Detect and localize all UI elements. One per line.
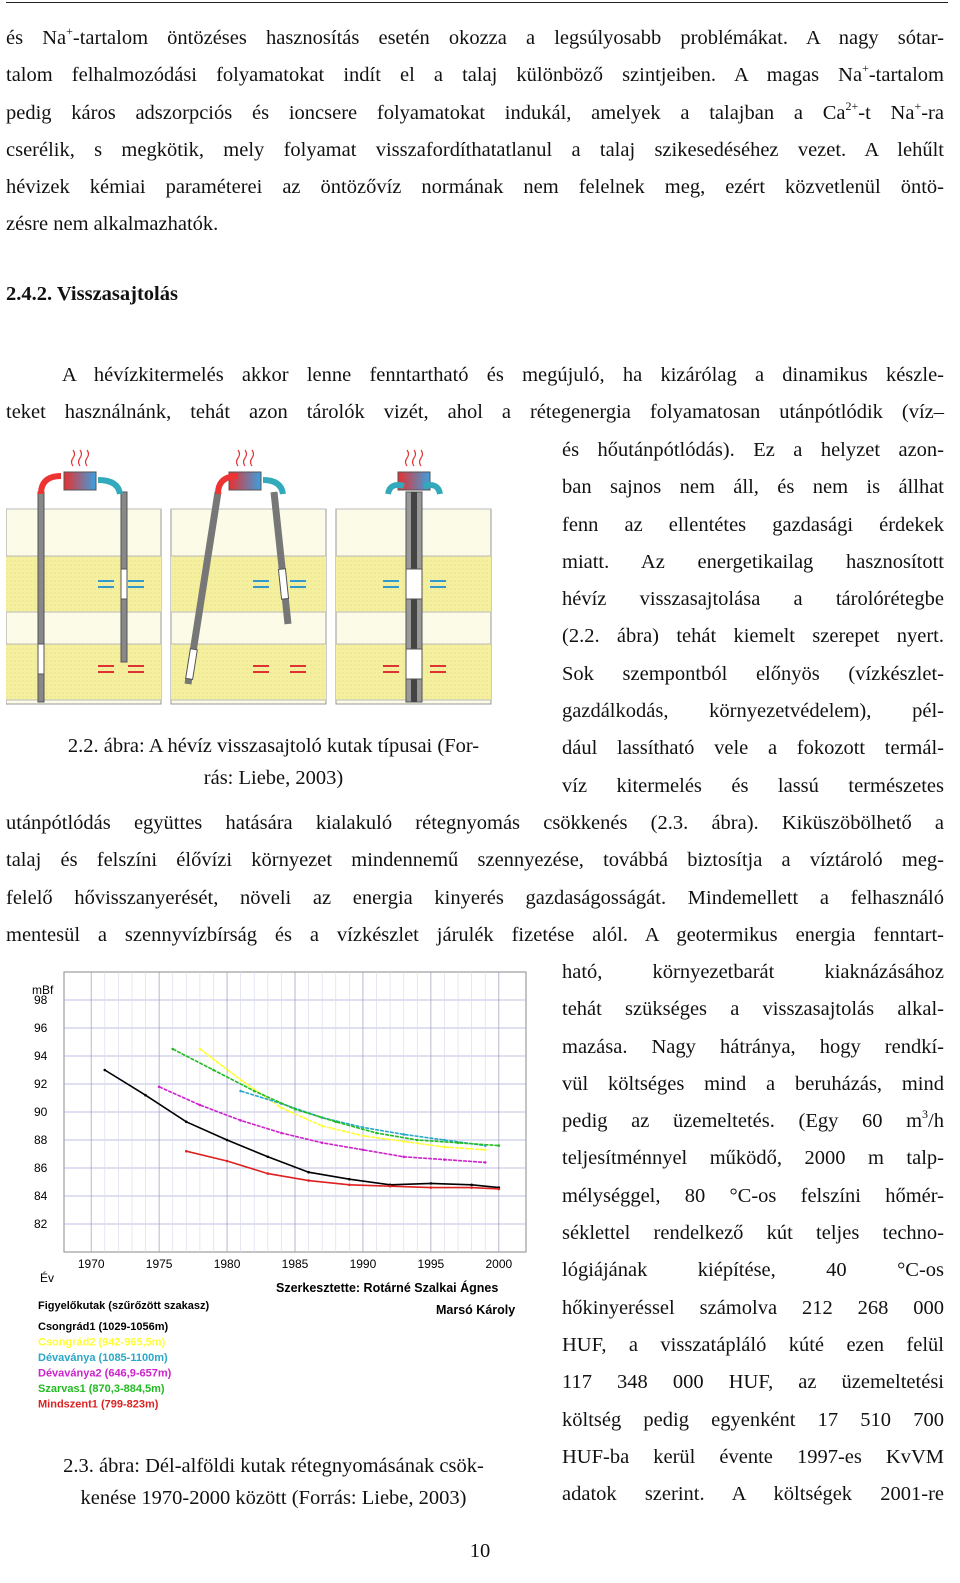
cold-flow-arrow [98, 480, 120, 494]
figure-caption-2-3: 2.3. ábra: Dél-alföldi kutak rétegnyomásának csök- kenése 1970-2000 között (Forrás: Liebe, 2003) [63, 1455, 484, 1509]
legend-entry-1: Csongrád1 (1029-1056m) [38, 1321, 169, 1333]
top-rule [6, 2, 948, 3]
aquifer-upper-1 [6, 556, 161, 612]
well-screen [38, 644, 44, 674]
data-point [185, 1150, 188, 1153]
data-point [321, 1125, 324, 1128]
data-point [307, 1171, 310, 1174]
well-screen [406, 649, 422, 679]
data-point [443, 1139, 446, 1142]
data-point [144, 1094, 147, 1097]
data-point [321, 1142, 324, 1145]
figure-caption-2-2: 2.2. ábra: A hévíz visszasajtoló kutak típusai (For- rás: Liebe, 2003) [67, 735, 480, 789]
data-point [226, 1139, 229, 1142]
steam-icon [237, 450, 240, 466]
para2: A hévízkitermelés akkor lenne fenntartható és megújuló, ha kizárólag a dinamikus készle- teket használnánk, tehát azon tárolók vizét, ahol a rétegenergia folyamatosan utánpótlódik (víz– [6, 364, 944, 424]
steam-icon [86, 450, 89, 466]
y-tick-label: 98 [34, 993, 48, 1007]
x-tick-label: 1995 [417, 1257, 445, 1271]
data-point [239, 1079, 242, 1082]
y-tick-label: 96 [34, 1021, 48, 1035]
data-point [267, 1172, 270, 1175]
x-tick-label: 1985 [281, 1257, 309, 1271]
chart-credit-2: Marsó Károly [436, 1303, 516, 1317]
data-point [267, 1156, 270, 1159]
cold-flow-arrow [263, 480, 283, 494]
y-axis-label: mBf [32, 983, 54, 997]
steam-icon [420, 450, 423, 466]
right-column-1: és hőutánpótlódás). Ez a helyzet azon- ban sajnos nem áll, és nem is állhat fenn az ellentétes gazdasági érdekek miatt. Az energetikailag hasznosított hévíz visszasajtolása a tárolórétegbe (2.2. ábra) tehát kiemelt szerepet nyert. Sok szempontból előnyös (vízkészlet- gazdálkodás, környezetvédelem), pél- dául lassítható vele a fokozott termál- víz kitermelés és lassú természetes [562, 439, 944, 797]
data-point [362, 1149, 365, 1152]
steam-icon [406, 450, 409, 466]
data-point [280, 1107, 283, 1110]
x-tick-label: 1970 [77, 1257, 105, 1271]
legend-title: Figyelőkutak (szűrőzött szakasz) [38, 1300, 210, 1312]
y-tick-label: 88 [34, 1133, 48, 1147]
legend-entry-5: Szarvas1 (870,3-884,5m) [38, 1383, 165, 1395]
steam-icon [79, 450, 82, 466]
hot-flow-arrow [41, 476, 61, 494]
data-point [470, 1184, 473, 1187]
data-point [307, 1179, 310, 1182]
intro-paragraph: és Na+-tartalom öntözéses hasznosítás esetén okozza a legsúlyosabb problémákat. A nagy sótar- talom felhalmozódási folyamatokat indít el a talaj különböző szintjeiben. A magas Na+-tartalom pedig káros adszorpciós és ioncsere folyamatokat indukál, amelyek a talajban a $Ca^{2+}-t$ Na+-ra cserélik, s megkötik, mely folyamat visszafordíthatatlanul a talaj szikesedéséhez vezet. A lehűlt hévizek kémiai paraméterei az öntözővíz normának nem felelnek meg, ezért közvetlenül öntö- zésre nem alkalmazhatók. [6, 24, 944, 236]
data-point [498, 1144, 501, 1147]
data-point [362, 1135, 365, 1138]
data-point [402, 1140, 405, 1143]
x-axis-label: Év [40, 1271, 55, 1285]
y-tick-label: 92 [34, 1077, 48, 1091]
data-point [212, 1069, 215, 1072]
data-point [484, 1161, 487, 1164]
data-point [389, 1185, 392, 1188]
data-point [171, 1048, 174, 1051]
data-point [402, 1156, 405, 1159]
data-point [348, 1178, 351, 1181]
para3: utánpótlódás együttes hatására kialakuló rétegnyomás csökkenés (2.3. ábra). Kiküszöbölhető a talaj és felszíni élővízi környezet mindennemű szennyezése, továbbá biztosítja a víztároló meg- felelő hővisszanyerését, növeli az energia kinyerés gazdaságosságát. Mindemellett a felhasználó mentesül a szennyvízbírság és a vízkészlet járulék fizetése alól. A geotermikus energia fenntart- [6, 812, 944, 946]
steam-icon [244, 450, 247, 466]
data-point [402, 1133, 405, 1136]
data-point [239, 1090, 242, 1093]
section-heading: 2.4.2. Visszasajtolás [6, 283, 178, 305]
legend-entry-4: Dévaványa2 (646,9-657m) [38, 1367, 172, 1380]
heat-exchanger-1 [64, 472, 96, 490]
data-point [348, 1184, 351, 1187]
data-point [294, 1108, 297, 1111]
reinjection-wells-figure [6, 444, 492, 708]
right-column-2: ható, környezetbarát kiaknázásához tehát szükséges a visszasajtolás alkal- mazása. Nagy hátránya, hogy rendkí- vül költséges mind a beruházás, mind pedig az üzemeltetés. (Egy 60 $m^3/h$ teljesítménnyel működő, 2000 m talp- mélységgel, 80 °C-os felszíni hőmér- séklettel rendelkező kút teljes techno- lógiájának kiépítése, 40 °C-os hőkinyeréssel számolva 212 268 000 HUF, a visszatápláló kúté ezen felül 117 348 000 HUF, az üzemeltetési költség pedig egyenként 17 510 700 HUF-ba kerül évente 1997-es KvVM adatok szerint. A költségek 2001-re [562, 961, 944, 1506]
x-tick-label: 1980 [213, 1257, 241, 1271]
legend-entry-3: Dévaványa (1085-1100m) [38, 1352, 168, 1364]
steam-icon [413, 450, 416, 466]
well-screen [406, 569, 422, 599]
x-tick-label: 2000 [485, 1257, 513, 1271]
data-point [430, 1182, 433, 1185]
legend-entry-6: Mindszent1 (799-823m) [38, 1398, 159, 1411]
data-point [103, 1069, 106, 1072]
x-tick-label: 1975 [145, 1257, 173, 1271]
steam-icon [72, 450, 75, 466]
y-tick-label: 94 [34, 1049, 48, 1063]
legend-entry-2: Csongrád2 (942-965,5m) [38, 1336, 166, 1349]
data-point [185, 1121, 188, 1124]
y-tick-label: 82 [34, 1217, 48, 1231]
data-point [158, 1086, 161, 1089]
data-point [226, 1160, 229, 1163]
aquifer-upper-2 [171, 556, 326, 612]
y-tick-label: 86 [34, 1161, 48, 1175]
page-number: 10 [469, 1540, 491, 1562]
pressure-decline-chart [6, 952, 541, 1440]
data-point [470, 1186, 473, 1189]
data-point [443, 1158, 446, 1161]
y-tick-label: 84 [34, 1189, 48, 1203]
data-point [199, 1104, 202, 1107]
data-point [334, 1121, 337, 1124]
data-point [239, 1119, 242, 1122]
data-point [199, 1048, 202, 1051]
y-tick-label: 90 [34, 1105, 48, 1119]
data-point [375, 1132, 378, 1135]
data-point [253, 1090, 256, 1093]
x-tick-label: 1990 [349, 1257, 377, 1271]
steam-icon [251, 450, 254, 466]
data-point [484, 1149, 487, 1152]
data-point [430, 1186, 433, 1189]
data-point [457, 1142, 460, 1145]
data-point [498, 1188, 501, 1191]
data-point [416, 1139, 419, 1142]
chart-credit-1: Szerkesztette: Rotárné Szalkai Ágnes [276, 1281, 499, 1295]
data-point [443, 1146, 446, 1149]
well-screen [121, 569, 127, 599]
data-point [280, 1132, 283, 1135]
